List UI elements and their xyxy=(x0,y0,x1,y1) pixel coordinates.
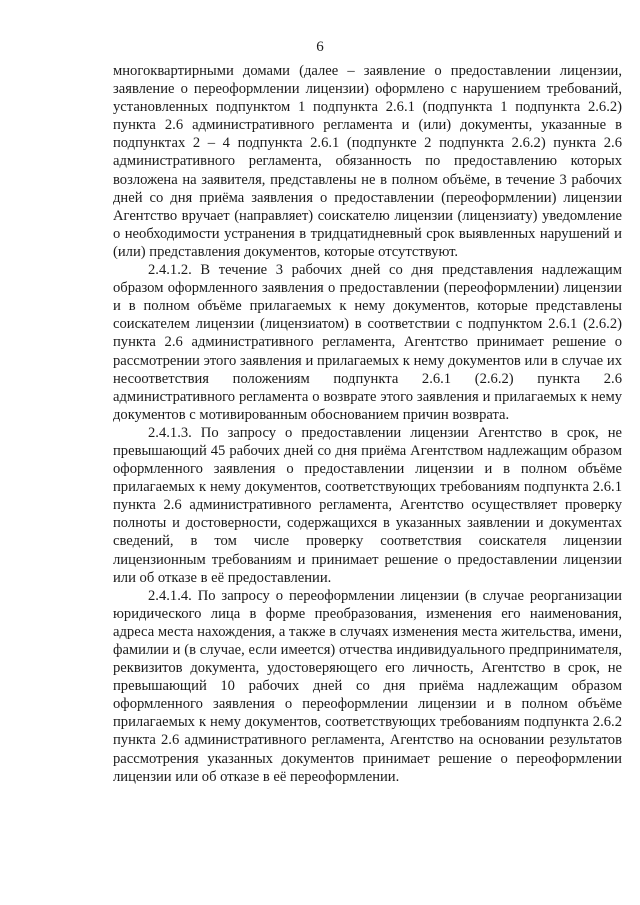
page-number: 6 xyxy=(316,39,324,55)
paragraph-continuation: многоквартирными домами (далее – заявление о предоставлении лицензии, заявление о переоформлении лицензии) оформлено с нарушением требований, установленных подпунктом 1 подпункта 2.6.1 (подпункта 1 подпункта 2.6.2) пункта 2.6 административного регламента и (или) документы, указанные в подпунктах 2 – 4 подпункта 2.6.1 (подпункте 2 подпункта 2.6.2) пункта 2.6 административного регламента, обязанность по предоставлению которых возложена на заявителя, представлены не в полном объёме, в течение 3 рабочих дней со дня приёма заявления о предоставлении (переоформлении) лицензии Агентство вручает (направляет) соискателю лицензии (лицензиату) уведомление о необходимости устранения в тридцатидневный срок выявленных нарушений и (или) представления документов, которые отсутствуют. xyxy=(113,63,622,260)
paragraph-2-4-1-4: 2.4.1.4. По запросу о переоформлении лицензии (в случае реорганизации юридического лица в форме преобразования, изменения его наименования, адреса места нахождения, а также в случаях изменения места жительства, имени, фамилии и (в случае, если имеется) отчества индивидуального предпринимателя, реквизитов документа, удостоверяющего его личность, Агентство в срок, не превышающий 10 рабочих дней со дня приёма надлежащим образом оформленного заявления о переоформлении лицензии и в полном объёме прилагаемых к нему документов, соответствующих требованиям подпункта 2.6.2 пункта 2.6 административного регламента, Агентство на основании результатов рассмотрения указанных документов принимает решение о переоформлении лицензии или об отказе в её переоформлении. xyxy=(113,587,622,785)
document-body xyxy=(113,62,622,786)
paragraph-2-4-1-2: 2.4.1.2. В течение 3 рабочих дней со дня представления надлежащим образом оформленного заявления о предоставлении (переоформлении) лицензии и в полном объёме прилагаемых к нему документов, которые представлены соискателем лицензии (лицензиатом) в соответствии с подпунктом 2.6.1 (2.6.2) пункта 2.6 административного регламента, Агентство принимает решение о рассмотрении этого заявления и прилагаемых к нему документов или в случае их несоответствия положениям подпункта 2.6.1 (2.6.2) пункта 2.6 административного регламента о возврате этого заявления и прилагаемых к нему документов с мотивированным обоснованием причин возврата. xyxy=(113,262,622,423)
paragraph-2-4-1-3: 2.4.1.3. По запросу о предоставлении лицензии Агентство в срок, не превышающий 45 рабочих дней со дня приёма Агентством надлежащим образом оформленного заявления о предоставлении лицензии и в полном объёме прилагаемых к нему документов, соответствующих требованиям подпункта 2.6.1 пункта 2.6 административного регламента, Агентство осуществляет проверку полноты и достоверности, содержащихся в указанных заявлении и документах сведений, в том числе проверку соответствия соискателя лицензии лицензионным требованиям и принимает решение о предоставлении лицензии или об отказе в её предоставлении. xyxy=(113,424,622,586)
